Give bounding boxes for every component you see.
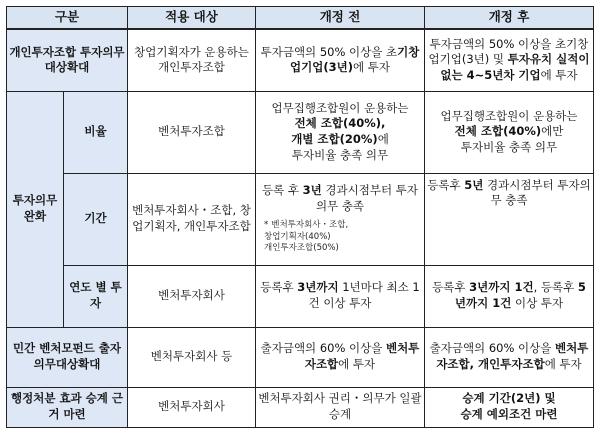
row-target: 벤처투자회사 [128, 387, 256, 427]
after-text: 등록후 [427, 177, 465, 192]
before-text-end: 에 [377, 132, 389, 146]
header-target: 적용 대상 [128, 7, 256, 30]
row-before [256, 173, 425, 265]
after-text: 투자금액의 50% 이상을 초기창업기업(3년) 및 [428, 36, 589, 67]
row-target: 벤처투자회사 등 [128, 327, 256, 387]
table-row [7, 327, 594, 387]
before-emphasis: 벤처투자조합 [304, 341, 420, 371]
footnote [258, 220, 422, 254]
row-subcategory: 비율 [64, 91, 128, 173]
row-target: 벤처투자회사 [128, 265, 256, 327]
row-after [425, 387, 594, 427]
table-header-row [7, 7, 594, 30]
after-emphasis: 승계 기간(2년) 및 [462, 391, 556, 406]
before-emphasis: 개별 조합(20%) [291, 132, 378, 146]
row-before: 벤처투자회사 권리・의무가 일괄 승계 [256, 387, 425, 427]
after-emphasis: 5년까지 1건 [454, 280, 586, 310]
before-emphasis: 3년 [302, 183, 322, 198]
policy-comparison-table [6, 6, 594, 428]
after-text-end: 에 투자 [540, 68, 578, 82]
row-after [425, 265, 594, 327]
row-before [256, 265, 425, 327]
before-line [258, 183, 422, 214]
before-text: 투자금액의 50% 이상을 초 [260, 44, 398, 59]
after-text-end: 에만 [541, 124, 564, 139]
before-text: 출자금액의 60% 이상을 [260, 341, 387, 356]
before-text-end: 경과시점부터 투자의무 충족 [315, 183, 418, 213]
footnote-line: 개인투자조합(50%) [264, 243, 339, 254]
after-emphasis: 벤처투자조합, 개인투자조합 [436, 341, 589, 371]
after-text: 출자금액의 60% 이상을 [429, 341, 556, 356]
row-before [256, 327, 425, 387]
after-text: , 등록후 [533, 280, 578, 295]
row-category: 개인투자조합 투자의무대상확대 [7, 29, 128, 91]
row-category: 행정처분 효과 승계 근거 마련 [7, 387, 128, 427]
before-text-end: 에 투자 [338, 357, 376, 371]
table-row [7, 173, 594, 265]
after-line [427, 124, 591, 140]
before-line: 투자비율 충족 의무 [291, 147, 389, 162]
after-emphasis: 투자유치 실적이 없는 4~5년차 기업 [440, 52, 590, 82]
before-emphasis: 기창업기업(3년) [290, 44, 420, 75]
after-line: 업무집행조합원이 운용하는 [440, 108, 578, 123]
table-row [7, 265, 594, 327]
footnote-line: 벤처투자회사・조합, [271, 220, 349, 231]
row-after [425, 173, 594, 265]
row-before [256, 91, 425, 173]
before-line [258, 132, 422, 148]
before-text: 등록 후 [262, 183, 303, 198]
before-text-end: 1년마다 최소 1건 이상 투자 [308, 280, 420, 310]
before-emphasis: 3년까지 [297, 280, 339, 295]
header-category: 구분 [7, 7, 128, 30]
row-target: 벤처투자조합 [128, 91, 256, 173]
row-after [425, 91, 594, 173]
table-row [7, 387, 594, 427]
after-emphasis: 승계 예외조건 마련 [460, 407, 558, 421]
row-target: 벤처투자회사・조합, 창업기획자, 개인투자조합 [128, 173, 256, 265]
before-emphasis: 전체 조합(40%), [294, 116, 386, 131]
row-subcategory: 기간 [64, 173, 128, 265]
after-emphasis: 3년까지 1건 [469, 280, 534, 295]
table-row [7, 91, 594, 173]
row-target: 창업기획자가 운용하는 개인투자조합 [128, 29, 256, 91]
header-before: 개정 전 [256, 7, 425, 30]
before-text: 등록후 [260, 280, 298, 295]
row-after [425, 327, 594, 387]
before-text-end: 에 투자 [352, 60, 390, 75]
after-text: 등록후 [432, 280, 470, 295]
footnote-marker: * [264, 220, 269, 231]
before-line: 업무집행조합원이 운용하는 [271, 100, 409, 115]
row-before [256, 29, 425, 91]
after-text-end: 에 투자 [544, 357, 582, 371]
footnote-line: 창업기획자(40%) [264, 231, 331, 242]
after-line: 투자비율 충족 의무 [460, 139, 558, 154]
after-text-end: 경과시점부터 투자의무 충족 [483, 177, 591, 208]
after-emphasis: 5년 [464, 177, 484, 192]
table-row [7, 29, 594, 91]
row-after [425, 29, 594, 91]
header-after: 개정 후 [425, 7, 594, 30]
group-label: 투자의무 완화 [7, 91, 64, 327]
after-text-end: 이상 투자 [511, 296, 564, 310]
row-subcategory: 연도 별 투자 [64, 265, 128, 327]
after-emphasis: 전체 조합(40%) [454, 124, 542, 139]
row-category: 민간 벤처모펀드 출자의무대상확대 [7, 327, 128, 387]
